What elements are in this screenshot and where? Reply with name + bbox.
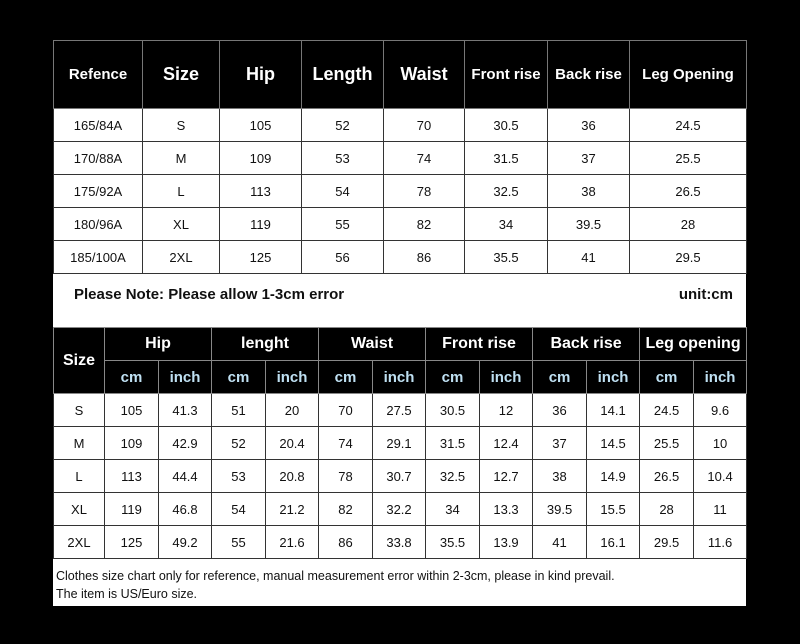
table-cell: 25.5 <box>630 142 747 175</box>
table-cell: 34 <box>426 493 480 526</box>
table-cell: 14.5 <box>587 427 640 460</box>
table-cell: 109 <box>105 427 159 460</box>
table-cell: 105 <box>220 109 302 142</box>
unit-header: cm <box>212 361 266 394</box>
table-cell: 86 <box>384 241 465 274</box>
table-cell: 15.5 <box>587 493 640 526</box>
table-cell: 170/88A <box>54 142 143 175</box>
error-note: Please Note: Please allow 1-3cm error <box>74 286 345 303</box>
table-cell: 36 <box>548 109 630 142</box>
table-cell: 53 <box>302 142 384 175</box>
table-cell: 32.5 <box>465 175 548 208</box>
table-cell: 78 <box>319 460 373 493</box>
table-cell: 30.7 <box>373 460 426 493</box>
table-cell: L <box>143 175 220 208</box>
table-cell: 119 <box>220 208 302 241</box>
table-cell: 70 <box>384 109 465 142</box>
table-cell: 41 <box>533 526 587 559</box>
table-cell: 55 <box>302 208 384 241</box>
table-cell: 82 <box>319 493 373 526</box>
table-row <box>54 175 747 208</box>
table-cell: 125 <box>220 241 302 274</box>
group-header: lenght <box>212 328 319 361</box>
table-cell: 29.1 <box>373 427 426 460</box>
table-cell: 113 <box>220 175 302 208</box>
table-cell: 12 <box>480 394 533 427</box>
group-header: Back rise <box>533 328 640 361</box>
table-cell: 52 <box>302 109 384 142</box>
table-cell: S <box>54 394 105 427</box>
table-cell: L <box>54 460 105 493</box>
table-cell: 175/92A <box>54 175 143 208</box>
table-cell: 21.6 <box>266 526 319 559</box>
table-cell: 37 <box>548 142 630 175</box>
table-cell: 26.5 <box>630 175 747 208</box>
table-cell: 49.2 <box>159 526 212 559</box>
group-header: Hip <box>105 328 212 361</box>
unit-header: inch <box>694 361 747 394</box>
table-cell: 33.8 <box>373 526 426 559</box>
size-chart-panel <box>53 40 746 606</box>
table-cell: 54 <box>302 175 384 208</box>
table-cell: 54 <box>212 493 266 526</box>
table-cell: 41 <box>548 241 630 274</box>
table-cell: 12.4 <box>480 427 533 460</box>
table-cell: 11.6 <box>694 526 747 559</box>
unit-header: cm <box>319 361 373 394</box>
table-row <box>54 241 747 274</box>
table-cell: 185/100A <box>54 241 143 274</box>
table2-group-header-row <box>54 328 747 361</box>
table-cell: 42.9 <box>159 427 212 460</box>
table-cell: 30.5 <box>426 394 480 427</box>
table-row <box>54 208 747 241</box>
footer-size-note: The item is US/Euro size. <box>56 587 198 601</box>
table-cell: 165/84A <box>54 109 143 142</box>
table-cell: 24.5 <box>640 394 694 427</box>
table-cell: 27.5 <box>373 394 426 427</box>
unit-header: cm <box>640 361 694 394</box>
table-cell: 125 <box>105 526 159 559</box>
unit-label: unit:cm <box>678 286 733 303</box>
table-cell: 2XL <box>143 241 220 274</box>
table-cell: 52 <box>212 427 266 460</box>
table-cell: 30.5 <box>465 109 548 142</box>
table-cell: 11 <box>694 493 747 526</box>
unit-header: inch <box>159 361 212 394</box>
table-cell: 105 <box>105 394 159 427</box>
table-cell: 31.5 <box>465 142 548 175</box>
table-row <box>54 493 747 526</box>
table-cell: M <box>143 142 220 175</box>
table-cell: 10 <box>694 427 747 460</box>
table-cell: 16.1 <box>587 526 640 559</box>
table-cell: 70 <box>319 394 373 427</box>
table-cell: 39.5 <box>548 208 630 241</box>
table-cell: 20.4 <box>266 427 319 460</box>
table-row <box>54 394 747 427</box>
table-cell: 28 <box>630 208 747 241</box>
table-cell: 78 <box>384 175 465 208</box>
table-cell: 74 <box>384 142 465 175</box>
table-cell: 20 <box>266 394 319 427</box>
table-cell: 13.3 <box>480 493 533 526</box>
table-cell: 29.5 <box>630 241 747 274</box>
table-cell: 25.5 <box>640 427 694 460</box>
table-cell: 14.9 <box>587 460 640 493</box>
table-cell: 32.5 <box>426 460 480 493</box>
table-cell: 21.2 <box>266 493 319 526</box>
table-row <box>54 460 747 493</box>
table-row <box>54 142 747 175</box>
header-size: Size <box>143 41 220 109</box>
unit-header: inch <box>480 361 533 394</box>
table-cell: 46.8 <box>159 493 212 526</box>
table-cell: 13.9 <box>480 526 533 559</box>
unit-header: inch <box>373 361 426 394</box>
table-cell: 119 <box>105 493 159 526</box>
table-cell: 34 <box>465 208 548 241</box>
table2-unit-header-row <box>54 361 747 394</box>
table-cell: 29.5 <box>640 526 694 559</box>
table-cell: 51 <box>212 394 266 427</box>
group-header: Front rise <box>426 328 533 361</box>
table-cell: S <box>143 109 220 142</box>
header-length: Length <box>302 41 384 109</box>
header-waist: Waist <box>384 41 465 109</box>
table-cell: 32.2 <box>373 493 426 526</box>
table-cell: 10.4 <box>694 460 747 493</box>
header-leg-opening: Leg Opening <box>630 41 747 109</box>
table-cell: 41.3 <box>159 394 212 427</box>
table-cell: 109 <box>220 142 302 175</box>
table-cell: 35.5 <box>465 241 548 274</box>
table-row <box>54 427 747 460</box>
table-cell: 74 <box>319 427 373 460</box>
table-row <box>54 109 747 142</box>
table-cell: 38 <box>548 175 630 208</box>
table-cell: 24.5 <box>630 109 747 142</box>
unit-header: inch <box>266 361 319 394</box>
header-front-rise: Front rise <box>465 41 548 109</box>
group-header: Waist <box>319 328 426 361</box>
header-back-rise: Back rise <box>548 41 630 109</box>
table-cell: XL <box>143 208 220 241</box>
table-cell: 113 <box>105 460 159 493</box>
header-reference: Refence <box>54 41 143 109</box>
table-cell: 2XL <box>54 526 105 559</box>
table-cell: 26.5 <box>640 460 694 493</box>
size-table-cm <box>53 40 747 274</box>
table-cell: 55 <box>212 526 266 559</box>
table-cell: M <box>54 427 105 460</box>
table-cell: 180/96A <box>54 208 143 241</box>
table-cell: 36 <box>533 394 587 427</box>
table1-header-row <box>54 41 747 109</box>
table-cell: 56 <box>302 241 384 274</box>
table-cell: 44.4 <box>159 460 212 493</box>
table-cell: 20.8 <box>266 460 319 493</box>
table-cell: 82 <box>384 208 465 241</box>
unit-header: cm <box>426 361 480 394</box>
table-cell: 9.6 <box>694 394 747 427</box>
footer-disclaimer: Clothes size chart only for reference, manual measurement error within 2-3cm, please in kind prevail. <box>56 569 615 583</box>
table-cell: 86 <box>319 526 373 559</box>
table-cell: 38 <box>533 460 587 493</box>
header-size: Size <box>54 328 105 394</box>
unit-header: cm <box>105 361 159 394</box>
table-cell: 35.5 <box>426 526 480 559</box>
group-header: Leg opening <box>640 328 747 361</box>
table-cell: 28 <box>640 493 694 526</box>
table-cell: 31.5 <box>426 427 480 460</box>
unit-header: inch <box>587 361 640 394</box>
table-cell: 39.5 <box>533 493 587 526</box>
header-hip: Hip <box>220 41 302 109</box>
table-cell: XL <box>54 493 105 526</box>
table-cell: 37 <box>533 427 587 460</box>
table-cell: 14.1 <box>587 394 640 427</box>
unit-header: cm <box>533 361 587 394</box>
table-cell: 12.7 <box>480 460 533 493</box>
table-row <box>54 526 747 559</box>
table-cell: 53 <box>212 460 266 493</box>
size-table-cm-inch <box>53 327 747 559</box>
